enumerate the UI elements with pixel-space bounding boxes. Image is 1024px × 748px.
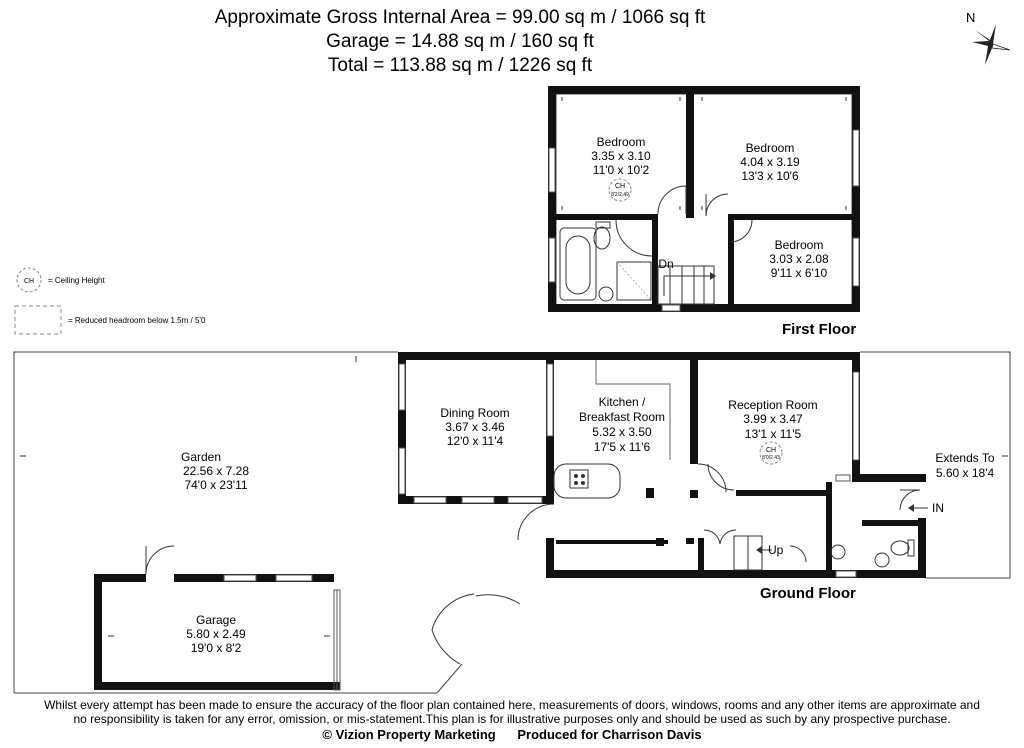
garage-metric: 5.80 x 2.49 (186, 627, 246, 641)
legend-reduced-text: = Reduced headroom below 1.5m / 5'0 (68, 316, 206, 325)
dining-room-metric: 3.67 x 3.46 (445, 420, 505, 434)
bedroom-3-imperial: 9'11 x 6'10 (770, 266, 828, 280)
bedroom-1-imperial: 11'0 x 10'2 (592, 163, 650, 177)
reception-room-imperial: 13'1 x 11'5 (744, 427, 802, 441)
reception-room-name: Reception Room (728, 398, 818, 412)
kitchen-name-line1: Kitchen / (598, 395, 646, 409)
legend-ch-symbol: CH (23, 278, 35, 285)
dining-room-name: Dining Room (440, 406, 510, 420)
first-floor-title: First Floor (782, 321, 857, 338)
bedroom-2-metric: 4.04 x 3.19 (740, 155, 800, 169)
bedroom-2-imperial: 13'3 x 10'6 (741, 169, 799, 183)
gross-area-line: Approximate Gross Internal Area = 99.00 sq m / 1066 sq ft (214, 7, 706, 28)
bedroom-1-ch-label: CH (614, 183, 626, 190)
garden-imperial: 74'0 x 23'11 (184, 478, 248, 492)
ground-floor-title: Ground Floor (760, 585, 856, 602)
produced-for-text: Produced for Charrison Davis (517, 727, 702, 742)
entrance-label: IN (932, 501, 944, 515)
extends-label: Extends To (935, 451, 995, 465)
garage-area-line: Garage = 14.88 sq m / 160 sq ft (326, 31, 594, 52)
kitchen-metric: 5.32 x 3.50 (592, 425, 652, 439)
bedroom-3-name: Bedroom (774, 238, 824, 252)
reduced-headroom-symbol-icon (15, 306, 61, 334)
compass-icon (966, 10, 1010, 65)
kitchen-imperial: 17'5 x 11'6 (593, 440, 651, 454)
garden-name: Garden (180, 450, 222, 464)
credits (0, 727, 1024, 742)
garage-name: Garage (195, 613, 237, 627)
garden-metric: 22.56 x 7.28 (182, 464, 250, 478)
bedroom-1-name: Bedroom (596, 135, 646, 149)
reception-room-metric: 3.99 x 3.47 (743, 412, 803, 426)
stairs-down-label: Dn (658, 257, 674, 271)
bedroom-1-ch-value: 8'2/2.49 (611, 192, 629, 198)
disclaimer-line-2: no responsibility is taken for any error, omission, or mis-statement.This plan is for illustrative purposes only and should be used as such by any prospective purchase. (73, 712, 951, 726)
bedroom-1-metric: 3.35 x 3.10 (591, 149, 651, 163)
extends-value: 5.60 x 18'4 (935, 466, 995, 480)
dining-room-imperial: 12'0 x 11'4 (446, 434, 504, 448)
legend (15, 268, 206, 334)
disclaimer-line-1: Whilst every attempt has been made to ensure the accuracy of the floor plan contained here, measurements of doors, windows, rooms and any other items are approximate and (44, 698, 980, 712)
first-floor-plan (548, 86, 860, 338)
bedroom-2-name: Bedroom (745, 141, 795, 155)
compass-north-label: N (966, 10, 976, 25)
legend-ch-text: = Ceiling Height (48, 276, 105, 285)
reception-ch-value: 8'0/2.43 (762, 455, 780, 461)
kitchen-name-line2: Breakfast Room (578, 410, 666, 424)
stairs-up-label: Up (768, 543, 784, 557)
copyright-text: © Vizion Property Marketing (322, 727, 496, 742)
bedroom-3-metric: 3.03 x 2.08 (769, 252, 829, 266)
ground-floor-plan (14, 352, 1010, 693)
garage-imperial: 19'0 x 8'2 (190, 641, 242, 655)
reception-ch-label: CH (765, 447, 777, 454)
disclaimer (0, 698, 1024, 726)
total-area-line: Total = 113.88 sq m / 1226 sq ft (327, 55, 593, 76)
